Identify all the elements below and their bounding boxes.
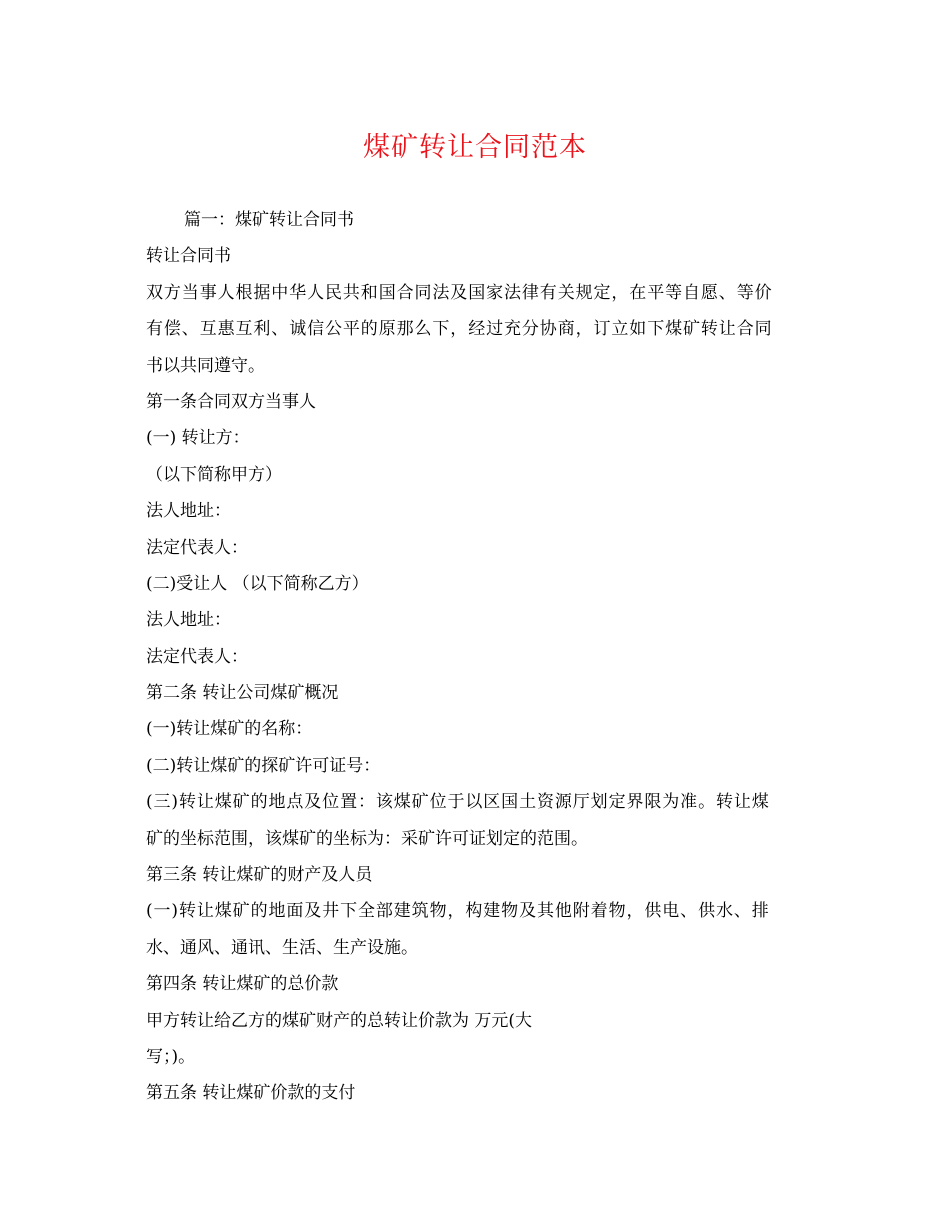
text-line: 法定代表人： [146, 646, 248, 667]
text-line: (二)转让煤矿的探矿许可证号： [146, 755, 381, 776]
text-line: 矿的坐标范围，该煤矿的坐标为：采矿许可证划定的范围。 [146, 828, 588, 849]
text-line: （以下简称甲方） [146, 464, 282, 485]
section-heading: 篇一：煤矿转让合同书 [184, 210, 354, 230]
text-line: 法人地址： [146, 610, 231, 631]
article-heading: 第一条合同双方当事人 [146, 391, 316, 412]
article-heading: 第四条 转让煤矿的总价款 [146, 974, 339, 995]
document-body [146, 202, 802, 1112]
text-line: 法人地址： [146, 501, 231, 522]
text-line: 写；)。 [146, 1046, 196, 1067]
text-line: 双方当事人根据中华人民共和国合同法及国家法律有关规定，在平等自愿、等价 [146, 282, 773, 303]
article-heading: 第三条 转让煤矿的财产及人员 [146, 865, 373, 886]
article-heading: 第五条 转让煤矿价款的支付 [146, 1083, 356, 1104]
text-line: (二)受让人 （以下简称乙方） [146, 573, 369, 594]
text-line: 法定代表人： [146, 537, 248, 558]
article-heading: 第二条 转让公司煤矿概况 [146, 683, 339, 704]
text-line: (三)转让煤矿的地点及位置：该煤矿位于以区国土资源厅划定界限为准。转让煤 [146, 792, 770, 813]
text-line: (一)转让煤矿的地面及井下全部建筑物，构建物及其他附着物，供电、供水、排 [146, 901, 770, 922]
text-line: 甲方转让给乙方的煤矿财产的总转让价款为 万元(大 [146, 1010, 533, 1031]
text-line: 有偿、互惠互利、诚信公平的原那么下，经过充分协商，订立如下煤矿转让合同 [146, 319, 773, 340]
text-line: (一)转让煤矿的名称： [146, 719, 313, 740]
text-line: 转让合同书 [146, 246, 231, 267]
text-line: 水、通风、通讯、生活、生产设施。 [146, 937, 418, 958]
text-line: 书以共同遵守。 [146, 355, 265, 376]
text-line: (一) 转让方： [146, 428, 250, 449]
document-title: 煤矿转让合同范本 [363, 132, 587, 163]
